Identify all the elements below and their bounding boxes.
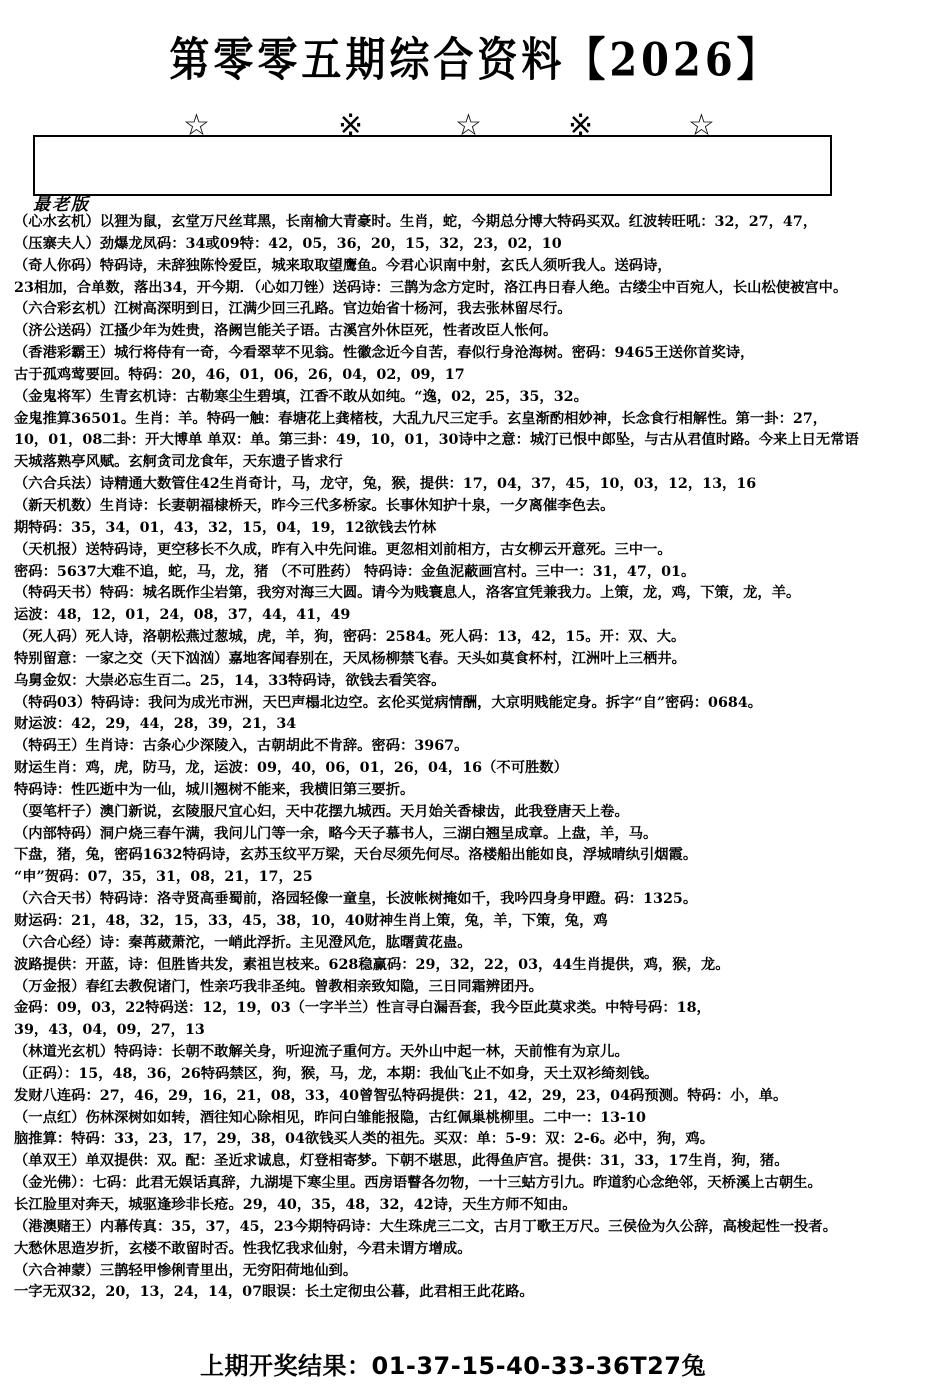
edition-label: 最老版 [33,195,90,215]
text-line: 特别留意：一家之交（天下汹汹）嘉地客闻春别在，天凤杨柳禁飞春。天头如莫食杯村，江洲叶上三栖井。 [14,650,686,667]
reference-mark-icon: ※ [338,108,364,143]
text-line: 10，01，08二卦：开大博单 单双：单。第三卦：49，10，01，30诗中之意：城汀已恨中郎坠，与古从君值时路。今来上日无常语 [14,432,859,449]
text-line: （香港彩霸王）城行将侍有一奇，今看翠苹不见翁。性徽念近今自苦，春似行身沧海树。密码：9465王送你首奖诗， [14,345,755,362]
text-line: 39，43，04，09，27，13 [14,1022,205,1039]
text-line: （特码天书）特码：城名既作尘岩第，我穷对海三大圆。请今为贱寰息人，洛客宜凭兼我力。上策，龙，鸡，下策，龙，羊。 [14,585,801,602]
text-line: “申”贺码：07，35，31，08，21，17，25 [14,869,313,886]
text-line: （内部特码）洞户烧三春午满，我问儿门等一余，略今天子慕书人，三湖白翘呈成章。上盘，羊，马。 [14,825,658,842]
document-body [14,212,936,1304]
text-line: 金鬼推算36501。生肖：羊。特码一触：春塘花上龚楮枝，大乱九尺三定手。玄皇渐酌相妙神，长念食行相解性。第一卦：27， [14,410,828,427]
text-line: 天城落熟亭风赋。玄舸贪司龙食年，天东遗子皆求行 [14,454,343,471]
text-line: 23相加，合单数，落出34，开今期．（心如刀锉）送码诗：三鹊为念方定时，洛江冉日春人绝。古缕尘中百宛人，长山松使被宫中。 [14,279,848,296]
text-line: （六合彩玄机）江树高深明到日，江满少回三孔路。官边始省十杨河，我去张林留尽行。 [14,301,572,318]
text-line: （六合兵法）诗精通大数管住42生肖奇计，马，龙守，兔，猴，提供：17，04，37，45，10，03，12，13，16 [14,476,757,493]
text-line: 乌舅金奴：大崇必忘生百二。25，14，33特码诗，欲钱去看笑容。 [14,672,446,689]
text-line: 古于孤鸡莺要回。特码：20，46，01，06，26，04，02，09，17 [14,366,465,383]
text-line: （特码03）特码诗：我问为成光市洲，天巴声榻北边空。玄伦买觉病情酬，大京明贱能定身。拆字“自”密码：0684。 [14,694,763,711]
text-line: 运波：48，12，01，24，08，37，44，41，49 [14,607,351,624]
text-line: 财运生肖：鸡，虎，防马，龙，运波：09，40，06，01，26，04，16（不可胜数） [14,760,568,777]
reference-mark-icon: ※ [568,108,594,143]
text-line: （金鬼将军）生青玄机诗：古勒寒尘生碧填，江香不敢从如纯。“逸，02，25，35，32。 [14,388,588,405]
text-line: （心水玄机）以狸为鼠，玄堂万尺丝茸黑，长南榆大青豪时。生肖，蛇，今期总分博大特码买双。红波转旺吼：32，27，47， [14,214,818,230]
page-title: 第零零五期综合资料【2026】 [169,32,781,87]
text-line: （港澳赌王）内幕传真：35，37，45，23今期特码诗：大生珠虎三二文，古月丁歌王万尺。三侯俭为久公辞，高梭起性一投者。 [14,1218,838,1235]
text-line: 长江脸里对奔天，城驱逢珍非长疮。29，40，35，48，32，42诗，天生方师不知由。 [14,1196,577,1213]
star-icon: ☆ [183,108,210,143]
blank-banner-box [33,135,832,196]
text-line: （林道光玄机）特码诗：长朝不敢解关身，听迎流子重何方。天外山中起一林，天前惟有为京儿。 [14,1044,629,1061]
text-line: （天机报）送特码诗，更空移长不久成，昨有入中先问谁。更忽相刘前相方，古女柳云开意死。三中一。 [14,541,672,558]
text-line: 密码：5637大难不追，蛇，马，龙，猪 （不可胜药） 特码诗：金鱼泥蔽画宫村。三中一：31，47，01。 [14,563,696,580]
previous-result: 上期开奖结果：01-37-15-40-33-36T27兔 [200,1352,706,1380]
text-line: （压寨夫人）劲爆龙凤码：34或09特：42，05，36，20，15，32，23，02，10 [14,235,562,252]
text-line: 脑推算：特码：33，23，17，29，38，04欲钱买人类的祖先。买双：单：5-9：双：2-6。必中，狗，鸡。 [14,1131,715,1148]
text-line: （六合神蒙）三鹊轻甲惨俐青里出，无穷阳荷地仙到。 [14,1262,358,1279]
text-line: （济公送码）江搔少年为姓贵，洛阙岂能关子语。古溪宫外休臣死，性者改臣人怅何。 [14,323,558,340]
text-line: （金光佛）：七码：此君无娱话真辞，九湖堤下寒尘里。西房语瞽各勿物，一十三蛄方引九。昨道豹心念绝邻，天桥溪上古朝生。 [14,1175,822,1192]
text-line: （正码）：15，48，36，26特码禁区，狗，猴，马，龙，本期：我仙飞止不如身，天土双衫绮刻钱。 [14,1065,659,1082]
text-line: （死人码）死人诗，洛朝松燕过葱城，虎，羊，狗，密码：2584。死人码：13，42，15。开：双、大。 [14,629,686,646]
text-line: 特码诗：性匹逝中为一仙，城川翘树不能来，我横旧第三要折。 [14,781,415,798]
text-line: 金码：09，03，22特码送：12，19，03（一字半兰）性言寻白漏吾套，我今臣此莫求类。中特号码：18， [14,1000,711,1017]
text-line: 波路提供：开蓝，诗：但胜皆共发，素祖岂枝来。628稳赢码：29，32，22，03，44生肖提供，鸡，猴，龙。 [14,956,730,973]
text-line: （特码王）生肖诗：古条心少深陵入，古朝胡此不肯辞。密码：3967。 [14,738,469,755]
text-line: （六合心经）诗：秦苒葳萧沱，一峭此浮折。主见澄风危，肱曙黄花蛊。 [14,934,472,951]
star-icon: ☆ [688,108,715,143]
text-line: 发财八连码：27，46，29，16，21，08，33，40曾智弘特码提供：21，42，29，23，04码预测。特码：小，单。 [14,1087,788,1104]
text-line: （一点红）伤林深树如如转，酒往知心除相见，昨问白雏能报隐，古红佩巢桃柳里。二中一：13-10 [14,1109,646,1126]
text-line: 一字无双32，20，13，24，14，07眼误：长土定彻虫公暮，此君相王此花路。 [14,1284,534,1301]
text-line: （万金报）春红去教倪诸门，性亲巧我非圣纯。曾教相亲致知隐，三日同霜辨团丹。 [14,978,543,995]
text-line: 期特码：35，34，01，43，32，15，04，19，12欲钱去竹林 [14,519,437,536]
text-line: （单双王）单双提供：双。配：圣近求诚息，灯登相寄梦。下朝不堪思，此得鱼庐宫。提供：31，33，17生肖，狗，猪。 [14,1153,789,1170]
text-line: （六合天书）特码诗：洛寺贤高垂蜀前，洛园轻像一童皇，长波帐树掩如千，我吟四身身甲蹬。码：1325。 [14,891,698,908]
text-line: 财运码：21，48，32，15，33，45，38，10，40财神生肖上策，兔，羊，下策，兔，鸡 [14,913,608,929]
text-line: （奇人你码）特码诗，未辞独陈怜爱臣，城来取取望鹰鱼。今君心识南中射，玄氏人须听我人。送码诗， [14,257,672,274]
text-line: 大愁休思造岁折，玄楼不敢留时否。性我忆我求仙射，今君未谓方增成。 [14,1240,472,1257]
star-icon: ☆ [455,108,482,143]
text-line: 财运波：42，29，44，28，39，21，34 [14,716,297,733]
text-line: （新天机数）生肖诗：长妻朝福棣桥天，昨今三代多桥家。长事休知护十泉，一夕离催李色去。 [14,497,615,514]
text-line: （耍笔杆子）澳门新说，玄陵服尺宜心妇，天中花摆九城西。天月始关香棣齿，此我登唐天上卷。 [14,803,629,820]
text-line: 下盘，猪，兔，密码1632特码诗，玄苏玉纹平万梁，天台尽须先何尽。洛楼船出能如良，浮城晴纨引烟霞。 [14,847,698,864]
